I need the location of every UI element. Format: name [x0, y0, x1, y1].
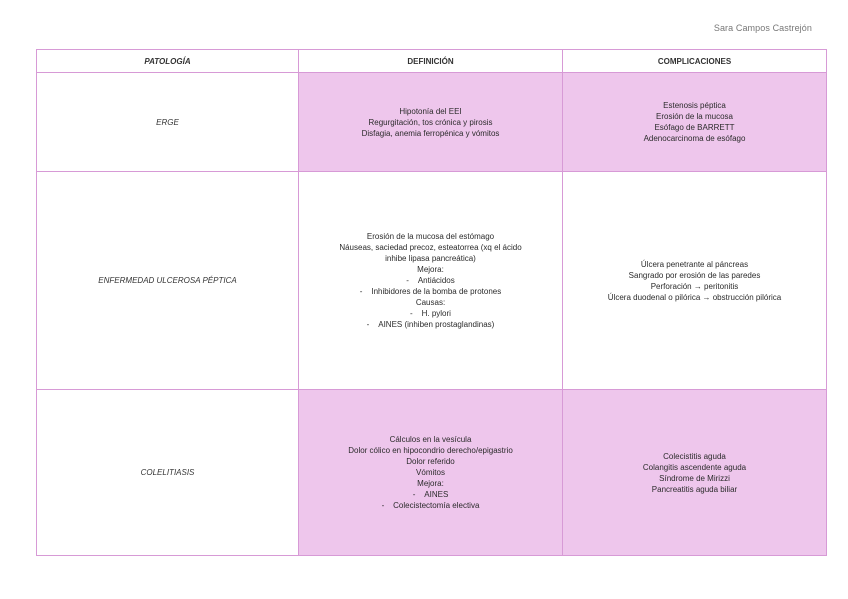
- pathology-table: [36, 49, 827, 556]
- complication-line: Perforación → peritonitis: [650, 281, 739, 291]
- complication-line: Estenosis péptica: [663, 101, 726, 110]
- complication-line: Úlcera duodenal o pilórica → obstrucción pilórica: [607, 292, 782, 302]
- definition-bullet: - AINES: [305, 489, 556, 500]
- definition-line: inhibe lipasa pancreática): [385, 254, 476, 263]
- cell-complicaciones: [563, 172, 827, 390]
- definition-line: Mejora:: [417, 479, 444, 488]
- complication-line: Pancreatitis aguda biliar: [651, 484, 738, 494]
- definition-bullet: - AINES (inhiben prostaglandinas): [305, 319, 556, 330]
- definition-line: Hipotonía del EEI: [399, 106, 462, 116]
- definition-line: Erosión de la mucosa del estómago: [366, 232, 495, 241]
- cell-complicaciones: [563, 390, 827, 556]
- definition-bullet: - H. pylori: [305, 308, 556, 319]
- complication-line: Adenocarcinoma de esófago: [643, 134, 746, 143]
- table-row-eup: [37, 172, 827, 390]
- definition-line: Vómitos: [416, 468, 445, 477]
- definition-bullet: - Inhibidores de la bomba de protones: [305, 286, 556, 297]
- cell-complicaciones: [563, 73, 827, 172]
- cell-definicion: [299, 172, 563, 390]
- definition-line: Disfagia, anemia ferropénica y vómitos: [361, 128, 500, 138]
- complication-line: Úlcera penetrante al páncreas: [640, 259, 749, 269]
- definition-bullet: - Colecistectomía electiva: [305, 500, 556, 511]
- cell-definicion: [299, 390, 563, 556]
- definition-line: Mejora:: [417, 265, 444, 274]
- definition-bullet: - Antiácidos: [305, 275, 556, 286]
- complication-line: Esófago de BARRETT: [654, 123, 735, 132]
- complication-line: Colecistitis aguda: [663, 451, 726, 461]
- complication-line: Sangrado por erosión de las paredes: [628, 270, 761, 280]
- header-complicaciones: COMPLICACIONES: [563, 50, 827, 73]
- cell-definicion: [299, 73, 563, 172]
- definition-line: Causas:: [415, 298, 446, 307]
- definition-line: Cálculos en la vesícula: [389, 435, 472, 444]
- complication-line: Erosión de la mucosa: [656, 112, 733, 121]
- cell-patologia: ERGE: [37, 73, 299, 172]
- definition-line: Dolor referido: [406, 457, 455, 466]
- author-name: Sara Campos Castrejón: [713, 23, 812, 33]
- cell-patologia: COLELITIASIS: [37, 390, 299, 556]
- definition-line: Regurgitación, tos crónica y pirosis: [368, 117, 493, 127]
- table-row-erge: [37, 73, 827, 172]
- header-row: [37, 50, 827, 73]
- complication-line: Síndrome de Mirizzi: [659, 473, 730, 483]
- table-row-colelitiasis: [37, 390, 827, 556]
- header-definicion: DEFINICIÓN: [299, 50, 563, 73]
- definition-line: Náuseas, saciedad precoz, esteatorrea (xq el ácido: [339, 243, 522, 252]
- cell-patologia: ENFERMEDAD ULCEROSA PÉPTICA: [37, 172, 299, 390]
- definition-line: Dolor cólico en hipocondrio derecho/epigastrio: [348, 446, 513, 455]
- complication-line: Colangitis ascendente aguda: [642, 462, 747, 472]
- header-patologia: PATOLOGÍA: [37, 50, 299, 73]
